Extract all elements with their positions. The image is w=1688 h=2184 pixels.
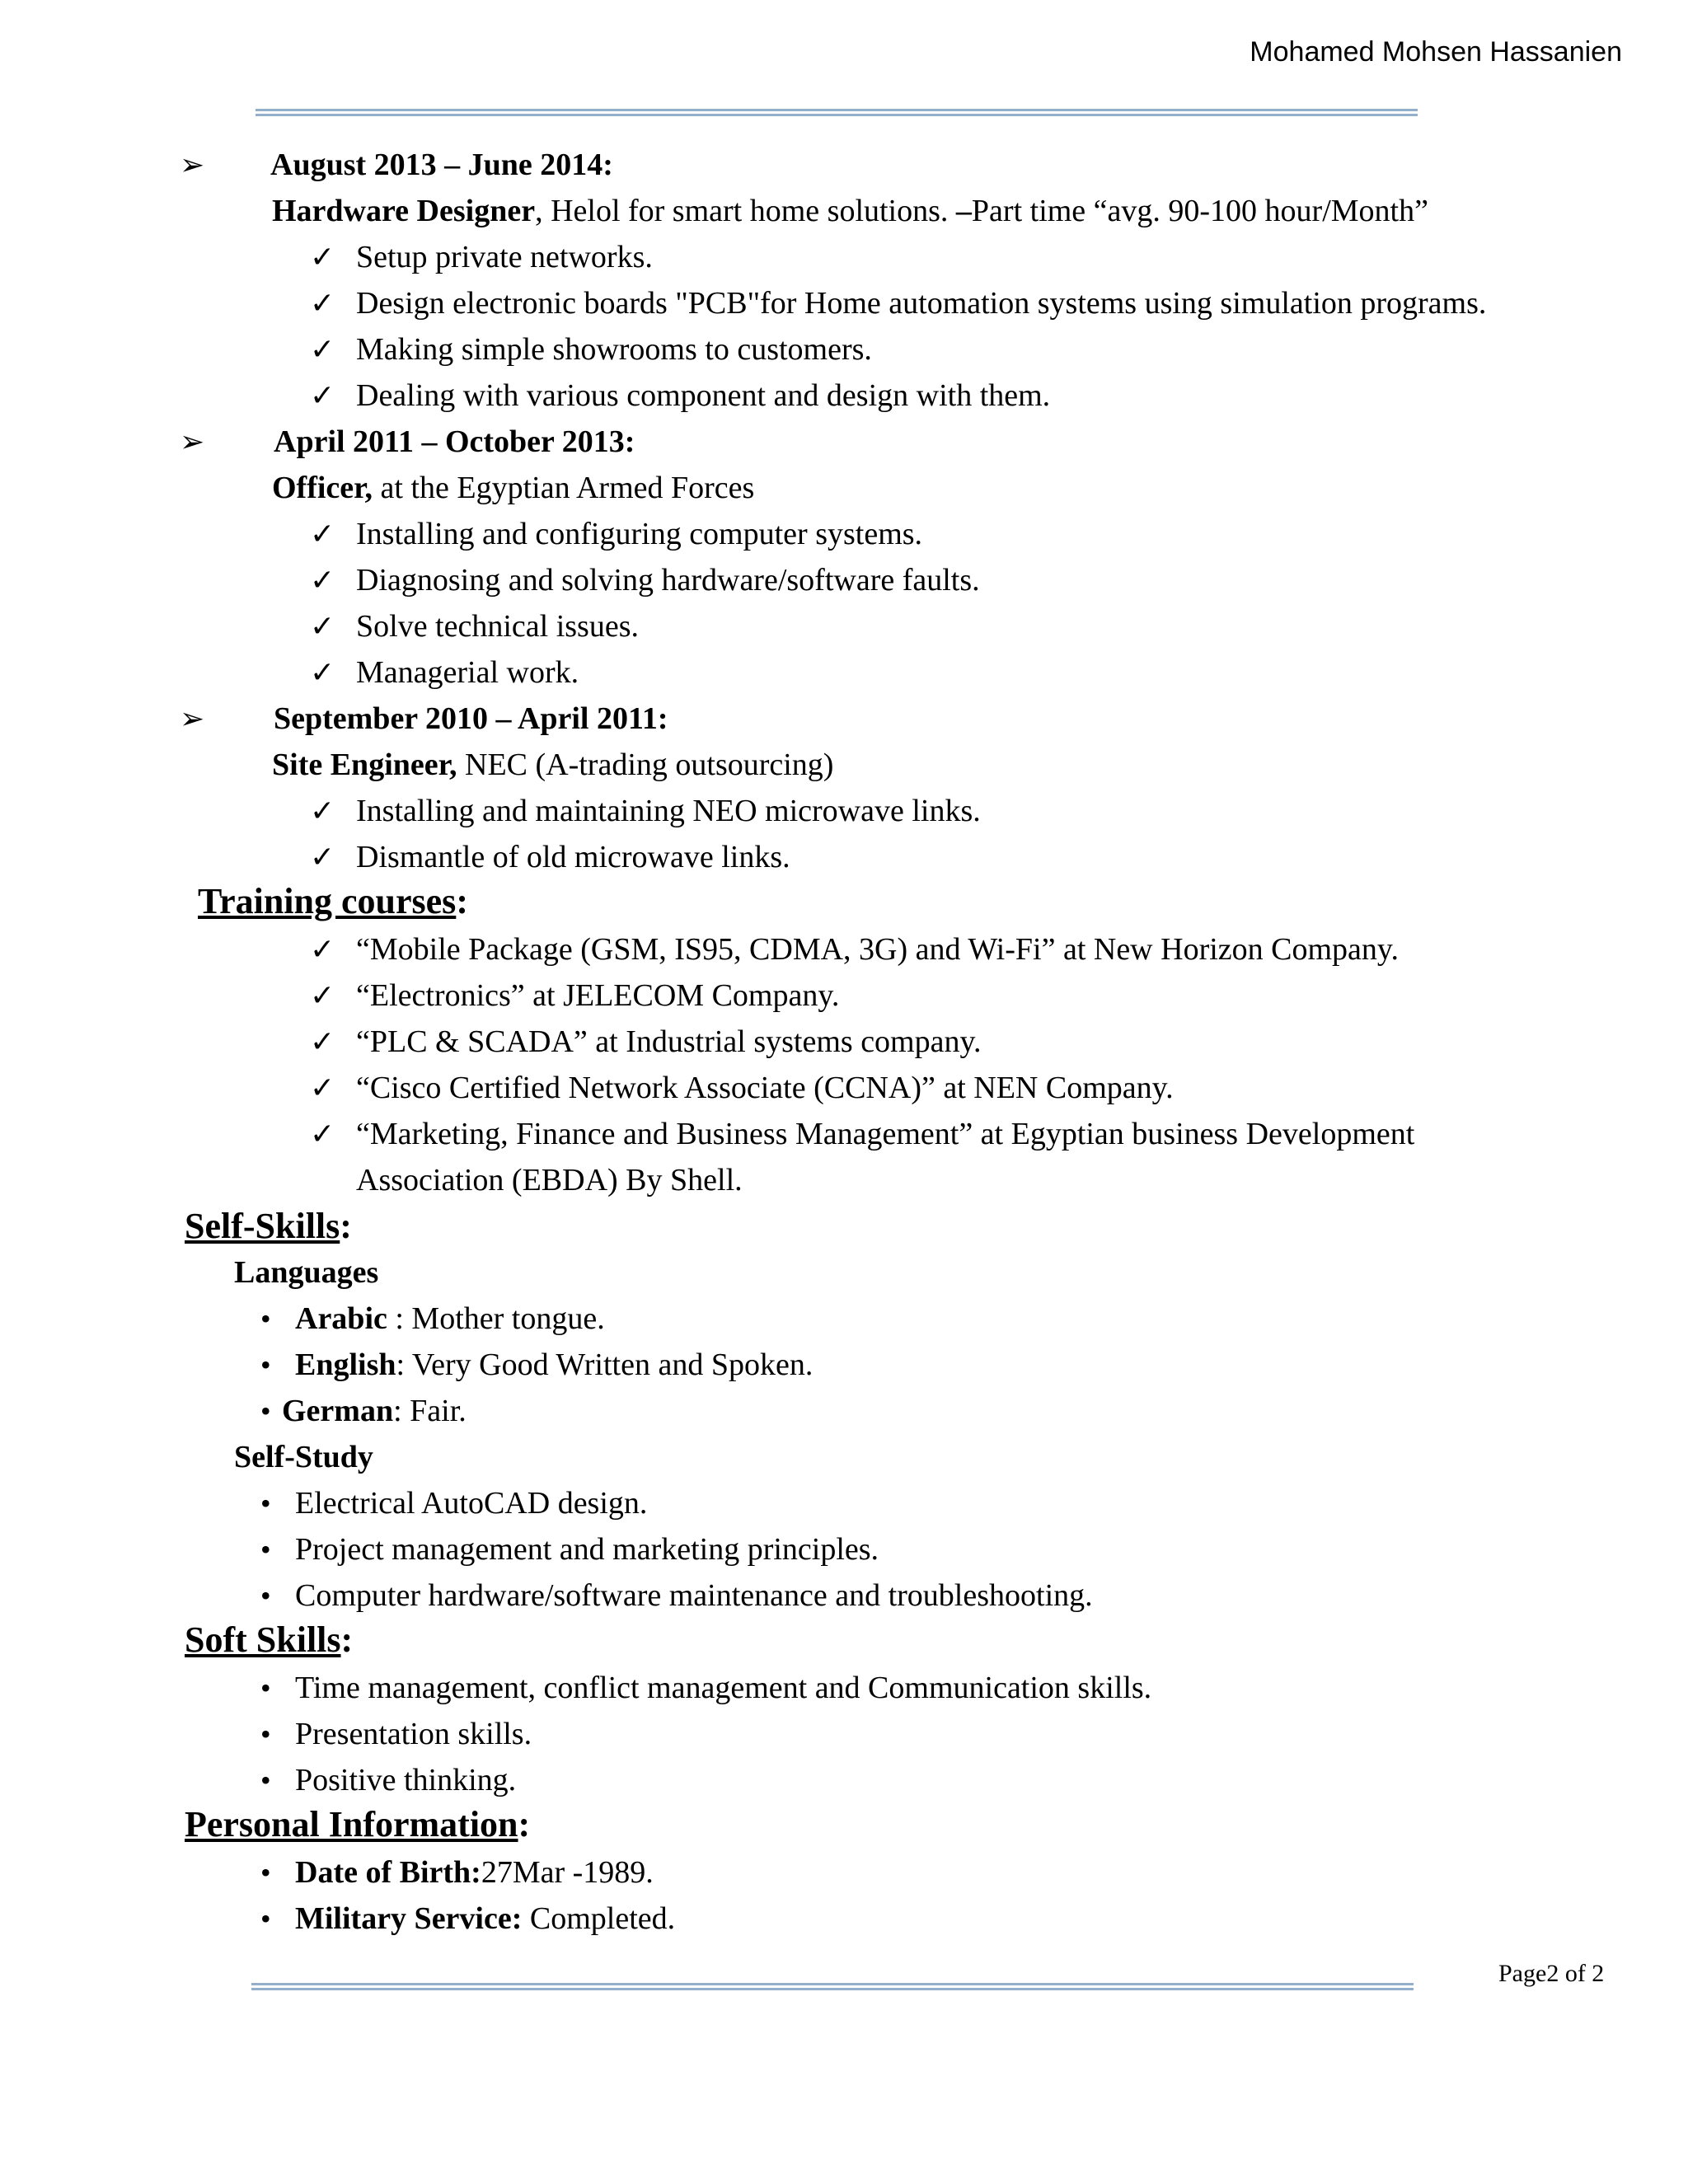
training-item: “Mobile Package (GSM, IS95, CDMA, 3G) and Wi-Fi” at New Horizon Company. — [356, 932, 1399, 967]
header-name: Mohamed Mohsen Hassanien — [1250, 36, 1622, 68]
soft-skill-item: Time management, conflict management and Communication skills. — [295, 1671, 1152, 1705]
bullet-icon: • — [260, 1718, 271, 1750]
language-name: Arabic — [295, 1301, 387, 1336]
personal-info-heading — [185, 1802, 530, 1848]
check-icon: ✓ — [310, 1025, 335, 1058]
check-icon: ✓ — [310, 564, 335, 597]
job-title-line — [272, 742, 833, 788]
header-rule — [256, 109, 1418, 116]
job-title-line — [272, 188, 1428, 234]
language-item — [295, 1342, 813, 1388]
check-icon: ✓ — [310, 518, 335, 551]
job-task: Diagnosing and solving hardware/software faults. — [356, 563, 980, 598]
job-task: Managerial work. — [356, 655, 579, 690]
job-task: Installing and maintaining NEO microwave links. — [356, 794, 981, 828]
job-role: Officer, — [272, 471, 373, 505]
training-item: “Electronics” at JELECOM Company. — [356, 978, 840, 1013]
arrow-bullet-icon: ➢ — [180, 425, 205, 458]
check-icon: ✓ — [310, 610, 335, 643]
self-study-label: Self-Study — [234, 1440, 373, 1474]
page-number: Page2 of 2 — [1498, 1960, 1605, 1987]
job-task: Dealing with various component and design with them. — [356, 378, 1051, 413]
check-icon: ✓ — [310, 1118, 335, 1151]
check-icon: ✓ — [310, 979, 335, 1012]
dob-value: 27Mar -1989. — [481, 1855, 654, 1890]
personal-dob — [295, 1849, 654, 1896]
arrow-bullet-icon: ➢ — [180, 148, 205, 181]
language-level: : Very Good Written and Spoken. — [396, 1347, 814, 1382]
soft-skills-heading — [185, 1617, 353, 1663]
self-skills-colon: : — [340, 1206, 352, 1246]
bullet-icon: • — [260, 1487, 271, 1520]
job-role: Site Engineer, — [272, 748, 457, 782]
soft-skills-colon: : — [340, 1619, 354, 1660]
training-item: “Cisco Certified Network Associate (CCNA)” at NEN Company. — [356, 1071, 1174, 1105]
language-level: : Mother tongue. — [387, 1301, 605, 1336]
bullet-icon: • — [260, 1579, 271, 1612]
check-icon: ✓ — [310, 841, 335, 874]
personal-info-title: Personal Information — [185, 1804, 518, 1844]
language-item — [282, 1388, 467, 1434]
self-skills-heading — [185, 1203, 352, 1249]
bullet-icon: • — [260, 1902, 271, 1935]
military-value: Completed. — [522, 1901, 676, 1936]
arrow-bullet-icon: ➢ — [180, 702, 205, 735]
soft-skills-title: Soft Skills — [185, 1619, 341, 1660]
training-item: “PLC & SCADA” at Industrial systems company. — [356, 1024, 982, 1059]
training-colon: : — [456, 881, 468, 921]
job-note: Part time “avg. 90-100 hour/Month” — [971, 194, 1428, 228]
bullet-icon: • — [260, 1533, 271, 1566]
bullet-icon: • — [260, 1764, 271, 1797]
personal-military — [295, 1896, 675, 1942]
self-skills-title: Self-Skills — [185, 1206, 340, 1246]
job-dash: – — [955, 194, 972, 228]
military-label: Military Service: — [295, 1901, 523, 1936]
languages-label: Languages — [234, 1255, 379, 1290]
check-icon: ✓ — [310, 1071, 335, 1104]
self-study-item: Computer hardware/software maintenance and troubleshooting. — [295, 1578, 1093, 1613]
bullet-icon: • — [260, 1394, 271, 1427]
soft-skill-item: Presentation skills. — [295, 1717, 532, 1751]
bullet-icon: • — [260, 1671, 271, 1704]
job-employer: at the Egyptian Armed Forces — [373, 471, 755, 505]
bullet-icon: • — [260, 1302, 271, 1335]
check-icon: ✓ — [310, 933, 335, 966]
job-task: Installing and configuring computer systems. — [356, 517, 923, 551]
personal-info-colon: : — [518, 1804, 531, 1844]
job-employer: NEC (A-trading outsourcing) — [457, 748, 834, 782]
job-task: Solve technical issues. — [356, 609, 639, 644]
bullet-icon: • — [260, 1348, 271, 1381]
job-role: Hardware Designer — [272, 194, 536, 228]
footer-rule — [251, 1983, 1414, 1990]
check-icon: ✓ — [310, 794, 335, 827]
bullet-icon: • — [260, 1856, 271, 1889]
training-title: Training courses — [198, 881, 457, 921]
language-level: : Fair. — [393, 1394, 467, 1428]
check-icon: ✓ — [310, 333, 335, 366]
language-name: German — [282, 1394, 394, 1428]
training-item-continued: Association (EBDA) By Shell. — [356, 1163, 743, 1197]
training-item: “Marketing, Finance and Business Management” at Egyptian business Development — [356, 1117, 1415, 1151]
job-employer: , Helol for smart home solutions. — [535, 194, 956, 228]
job-title-line — [272, 465, 754, 511]
job-task: Setup private networks. — [356, 240, 653, 274]
soft-skill-item: Positive thinking. — [295, 1763, 517, 1797]
self-study-item: Project management and marketing principles. — [295, 1532, 879, 1567]
job-period: September 2010 – April 2011: — [274, 701, 668, 736]
dob-label: Date of Birth: — [295, 1855, 481, 1890]
job-task: Design electronic boards "PCB"for Home automation systems using simulation programs. — [356, 286, 1487, 321]
job-period: April 2011 – October 2013: — [274, 424, 635, 459]
check-icon: ✓ — [310, 656, 335, 689]
job-task: Making simple showrooms to customers. — [356, 332, 872, 367]
check-icon: ✓ — [310, 379, 335, 412]
language-name: English — [295, 1347, 396, 1382]
self-study-item: Electrical AutoCAD design. — [295, 1486, 648, 1521]
job-period: August 2013 – June 2014: — [270, 148, 613, 182]
language-item — [295, 1296, 605, 1342]
check-icon: ✓ — [310, 241, 335, 274]
check-icon: ✓ — [310, 287, 335, 320]
job-task: Dismantle of old microwave links. — [356, 840, 790, 874]
training-heading — [198, 879, 468, 925]
